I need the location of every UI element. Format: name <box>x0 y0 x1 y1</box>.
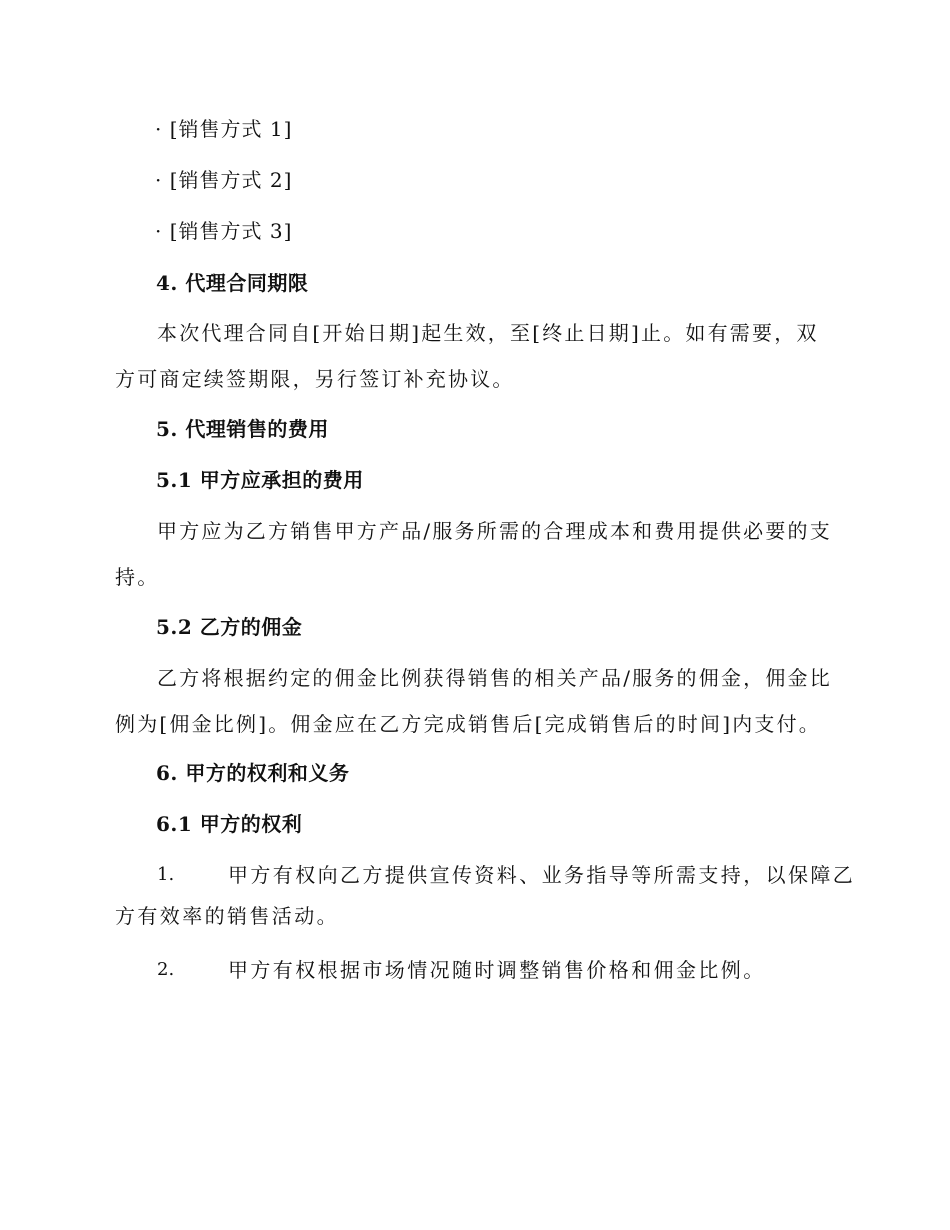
section-4-heading: 4. 代理合同期限 <box>156 271 309 295</box>
section-4-paragraph: 本次代理合同自[开始日期]起生效，至[终止日期]止。如有需要，双方可商定续签期限，另行签订补充协议。 <box>115 321 819 391</box>
section-5-2-paragraph: 乙方将根据约定的佣金比例获得销售的相关产品/服务的佣金，佣金比例为[佣金比例]。佣金应在乙方完成销售后[完成销售后的时间]内支付。 <box>115 666 832 736</box>
bullet-item-2: · [销售方式 2] <box>155 168 293 192</box>
bullet-item-3: · [销售方式 3] <box>155 219 293 243</box>
list-item-text: 甲方有权向乙方提供宣传资料、业务指导等所需支持，以保障乙 <box>228 863 856 887</box>
list-item-number: 1. <box>157 864 175 885</box>
section-5-1-heading: 5.1 甲方应承担的费用 <box>156 468 364 492</box>
list-item-text: 甲方有权根据市场情况随时调整销售价格和佣金比例。 <box>228 958 766 982</box>
section-5-heading: 5. 代理销售的费用 <box>156 417 329 441</box>
list-item-number: 2. <box>157 959 175 980</box>
bullet-item-1: · [销售方式 1] <box>155 117 293 141</box>
section-6-1-heading: 6.1 甲方的权利 <box>156 812 303 836</box>
section-6-heading: 6. 甲方的权利和义务 <box>156 761 350 785</box>
section-5-2-heading: 5.2 乙方的佣金 <box>156 615 303 639</box>
list-item-text-continued: 方有效率的销售活动。 <box>115 904 339 928</box>
section-5-1-paragraph: 甲方应为乙方销售甲方产品/服务所需的合理成本和费用提供必要的支持。 <box>115 519 832 589</box>
